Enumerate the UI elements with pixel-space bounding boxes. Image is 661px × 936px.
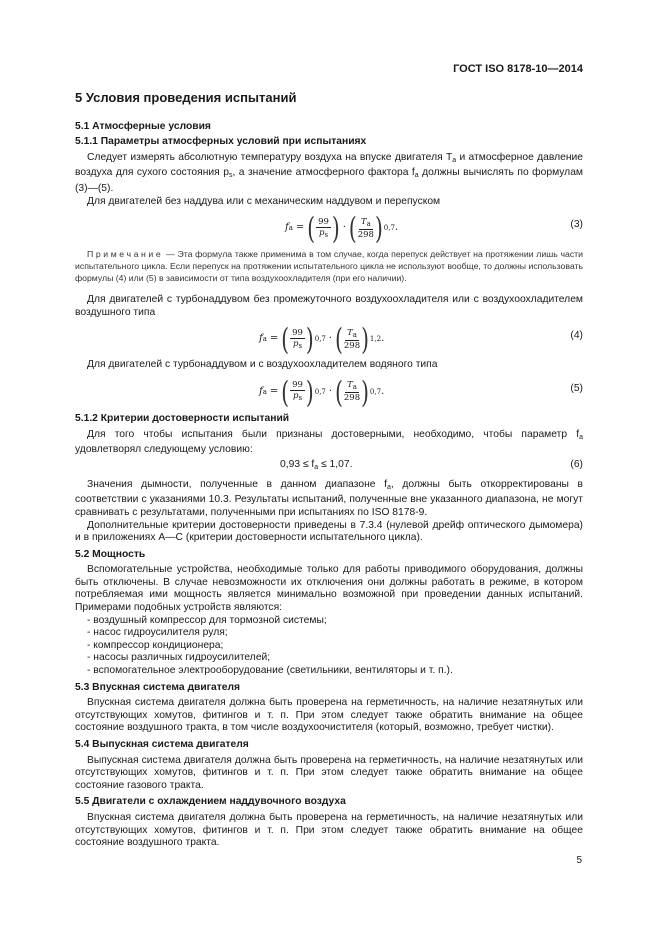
paragraph-turbo-no-cooler: Для двигателей с турбонаддувом без промежуточного воздухоохладителя или с воздухоохладителем воздушного типа [75, 294, 583, 318]
standard-header: ГОСТ ISO 8178-10—2014 [453, 63, 583, 75]
formula-5-number: (5) [570, 382, 583, 394]
formula-6-number: (6) [570, 458, 583, 470]
list-item: - насосы различных гидроусилителей; [87, 652, 583, 665]
note: Примечание — Эта формула также применима в том случае, когда перепуск действует на протяжении лишь части испытательного цикла. Если перепуск на протяжении испытательного цикла не используют вообще, то должны использовать формулы (4) или (5) в зависимости от типа воздухоохладителя (при его наличии). [75, 249, 583, 284]
paragraph-intake-system: Впускная система двигателя должна быть проверена на герметичность, на наличие незатянутых или отсутствующих хомутов, фитингов и т. п. При этом следует также обратить внимание на общее состояние воздушного тракта, в том числе воздухоочистителя (который, возможно, требует чистки). [75, 697, 583, 734]
formula-3: f a = ( $\frac{99}{p_s}$ ) · ( $\frac{T_a}{298}$ ) 0,7 . (3) [285, 209, 583, 246]
list-item: - насос гидроусилителя руля; [87, 627, 583, 640]
list-item: - воздушный компрессор для тормозной системы; [87, 615, 583, 628]
formula-3-number: (3) [570, 219, 583, 231]
subsection-5-1-1-title: 5.1.1 Параметры атмосферных условий при испытаниях [75, 136, 367, 148]
paragraph-validity-criteria: Для того чтобы испытания были признаны достоверными, необходимо, чтобы параметр $f_a$ удовлетворял следующему условию: [75, 428, 583, 456]
subsection-5-3-title: 5.3 Впускная система двигателя [75, 681, 241, 693]
subsection-5-5-title: 5.5 Двигатели с охлаждением наддувочного воздуха [75, 796, 346, 808]
subsection-5-4-title: 5.4 Выпускная система двигателя [75, 739, 249, 750]
paragraph-auxiliary-devices: Вспомогательные устройства, необходимые только для работы приводимого оборудования, должны быть отключены. В случае невозможности их отключения они должны работать в режиме, в котором потребляемая ими мощность является минимально возможной при проведении данных испытаний. Примерами подобных устройств являются: [75, 564, 583, 614]
subsection-5-2-title: 5.2 Мощность [75, 548, 146, 560]
paragraph-charge-air-cooling: Впускная система двигателя должна быть проверена на герметичность, на наличие незатянутых или отсутствующих хомутов, фитингов и т. п. При этом следует также обратить внимание на общее состояние воздушного тракта. [75, 811, 583, 849]
formula-6: $0,93 \le f_a \le 1,07$. (6) [280, 458, 583, 471]
subsection-5-1-2-title: 5.1.2 Критерии достоверности испытаний [75, 412, 290, 424]
paragraph-5-1-1-intro: Следует измерять абсолютную температуру воздуха на впуске двигателя $T_a$ и атмосферное давление воздуха для сухого состояния $p_s$, а значение атмосферного фактора $f_a$ должны вычислять по формулам (3)—(5). [75, 151, 583, 194]
formula-5: f a = ( $\frac{99}{p_s}$ ) 0,7 · ( $\frac{T_a}{298}$ ) 0,7 . (5) [259, 373, 583, 410]
list-item: - вспомогательное электрооборудование (светильники, вентиляторы и т. п.). [87, 665, 583, 678]
page-content [75, 92, 583, 850]
paragraph-additional-criteria: Дополнительные критерии достоверности приведены в 7.3.4 (нулевой дрейф оптического дымомера) и в приложениях А—С (критерии достоверности испытательного цикла). [75, 519, 583, 544]
paragraph-smoke-values: Значения дымности, полученные в данном диапазоне $f_a$, должны быть откорректированы в соответствии с указаниями 10.3. Результаты испытаний, полученные вне указанного диапазона, не могут сравнивать с результатами, полученными при испытаниях по ISO 8178-9. [75, 478, 583, 518]
page-number: 5 [576, 855, 582, 866]
formula-4: f a = ( $\frac{99}{p_s}$ ) 0,7 · ( $\frac{T_a}{298}$ ) 1,2 . (4) [259, 320, 583, 357]
paragraph-exhaust-system: Выпускная система двигателя должна быть проверена на герметичность, на наличие незатянутых или отсутствующих хомутов, фитингов и т. п. При этом следует также обратить внимание на общее состояние газового тракта. [75, 754, 583, 791]
section-title: 5 Условия проведения испытаний [75, 90, 297, 105]
subsection-5-1-title: 5.1 Атмосферные условия [75, 120, 211, 132]
auxiliary-devices-list [75, 615, 583, 678]
paragraph-no-boost: Для двигателей без наддува или с механическим наддувом и перепуском [87, 195, 441, 207]
formula-4-number: (4) [570, 330, 583, 342]
list-item: - компрессор кондиционера; [87, 640, 583, 653]
paragraph-turbo-water-cooler: Для двигателей с турбонаддувом и с воздухоохладителем водяного типа [87, 359, 438, 371]
